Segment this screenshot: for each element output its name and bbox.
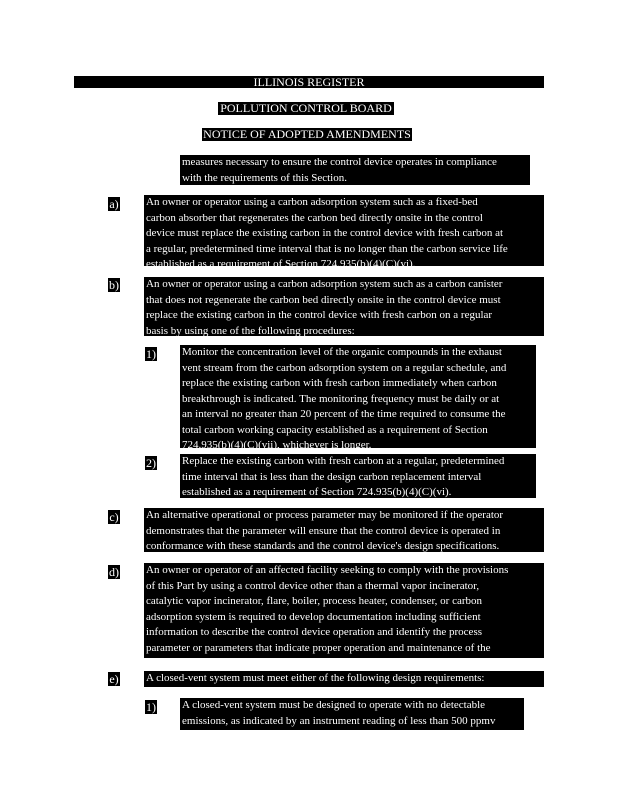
text-line: replace the existing carbon with fresh carbon immediately when carbon xyxy=(182,377,497,389)
text-line: control device. xyxy=(146,657,212,669)
text-line: total carbon working capacity established as a requirement of Section xyxy=(182,423,488,436)
item-e1-label: 1) xyxy=(146,700,156,714)
text-line: time interval that is less than the design carbon replacement interval xyxy=(182,470,482,483)
text-line: parameter or parameters that indicate proper operation and maintenance of the xyxy=(146,641,491,654)
text-line: basis by using one of the following procedures: xyxy=(146,324,355,337)
text-line: breakthrough is indicated. The monitoring frequency must be daily or at xyxy=(182,392,500,405)
text-line: of this Part by using a control device other than a thermal vapor incinerator, xyxy=(146,579,480,592)
item-d-label: d) xyxy=(109,565,119,579)
notice-title: NOTICE OF ADOPTED AMENDMENTS xyxy=(203,127,411,141)
text-line: established as a requirement of Section 724.935(b)(4)(C)(vi). xyxy=(182,486,452,498)
text-line: emissions, as indicated by an instrument reading of less than 500 ppmv xyxy=(182,714,496,727)
item-c-label: c) xyxy=(109,510,119,524)
text-line: A closed-vent system must meet either of the following design requirements: xyxy=(146,672,485,684)
text-line: demonstrates that the parameter will ensure that the control device is operated in xyxy=(146,524,501,537)
text-line: device must replace the existing carbon in the control device with fresh carbon at xyxy=(146,227,504,239)
text-line: carbon absorber that regenerates the carbon bed directly onsite in the control xyxy=(146,211,483,224)
text-line: 724.935(b)(4)(C)(vii), whichever is longer. xyxy=(182,439,372,451)
item-a-label: a) xyxy=(109,197,119,211)
item-e1-text xyxy=(180,698,524,730)
text-line: An alternative operational or process parameter may be monitored if the operator xyxy=(146,509,504,521)
item-b2-text xyxy=(180,454,536,498)
text-line: conformance with these standards and the control device's design specifications. xyxy=(146,540,500,552)
item-b2-label: 2) xyxy=(146,456,156,470)
text-line: an interval no greater than 20 percent of the time required to consume the xyxy=(182,408,506,420)
text-line: An owner or operator of an affected facility seeking to comply with the provisions xyxy=(146,564,509,576)
text-line: vent stream from the carbon adsorption system on a regular schedule, and xyxy=(182,361,507,374)
text-line: that does not regenerate the carbon bed directly onsite in the control device must xyxy=(146,293,501,306)
item-b-label: b) xyxy=(109,278,119,292)
item-c-text xyxy=(144,508,544,552)
item-d-text xyxy=(144,563,544,669)
item-b1-label: 1) xyxy=(146,347,156,361)
text-line: adsorption system is required to develop documentation including sufficient xyxy=(146,610,481,623)
text-line: catalytic vapor incinerator, flare, boiler, process heater, condenser, or carbon xyxy=(146,595,483,607)
item-e-text xyxy=(144,671,544,687)
item-e-label: e) xyxy=(109,672,119,686)
text-line: A closed-vent system must be designed to operate with no detectable xyxy=(182,699,486,711)
text-line: established as a requirement of Section 724.935(b)(4)(C)(vi). xyxy=(146,258,416,270)
item-a-text xyxy=(144,195,544,270)
item-b-text xyxy=(144,277,544,336)
continuation-text xyxy=(180,155,530,185)
text-line: Replace the existing carbon with fresh carbon at a regular, predetermined xyxy=(182,455,505,467)
item-b1-text xyxy=(180,345,536,451)
register-title: ILLINOIS REGISTER xyxy=(74,76,544,88)
text-line: An owner or operator using a carbon adsorption system such as a carbon canister xyxy=(146,278,503,290)
board-title: POLLUTION CONTROL BOARD xyxy=(218,102,394,115)
text-line: information to describe the control device operation and identify the process xyxy=(146,626,482,638)
text-line: with the requirements of this Section. xyxy=(182,171,347,184)
text-line: An owner or operator using a carbon adsorption system such as a fixed-bed xyxy=(146,196,478,208)
text-line: measures necessary to ensure the control device operates in compliance xyxy=(182,156,497,168)
text-line: replace the existing carbon in the control device with fresh carbon on a regular xyxy=(146,309,493,321)
text-line: Monitor the concentration level of the organic compounds in the exhaust xyxy=(182,346,502,358)
text-line: a regular, predetermined time interval that is no longer than the carbon service life xyxy=(146,242,508,255)
